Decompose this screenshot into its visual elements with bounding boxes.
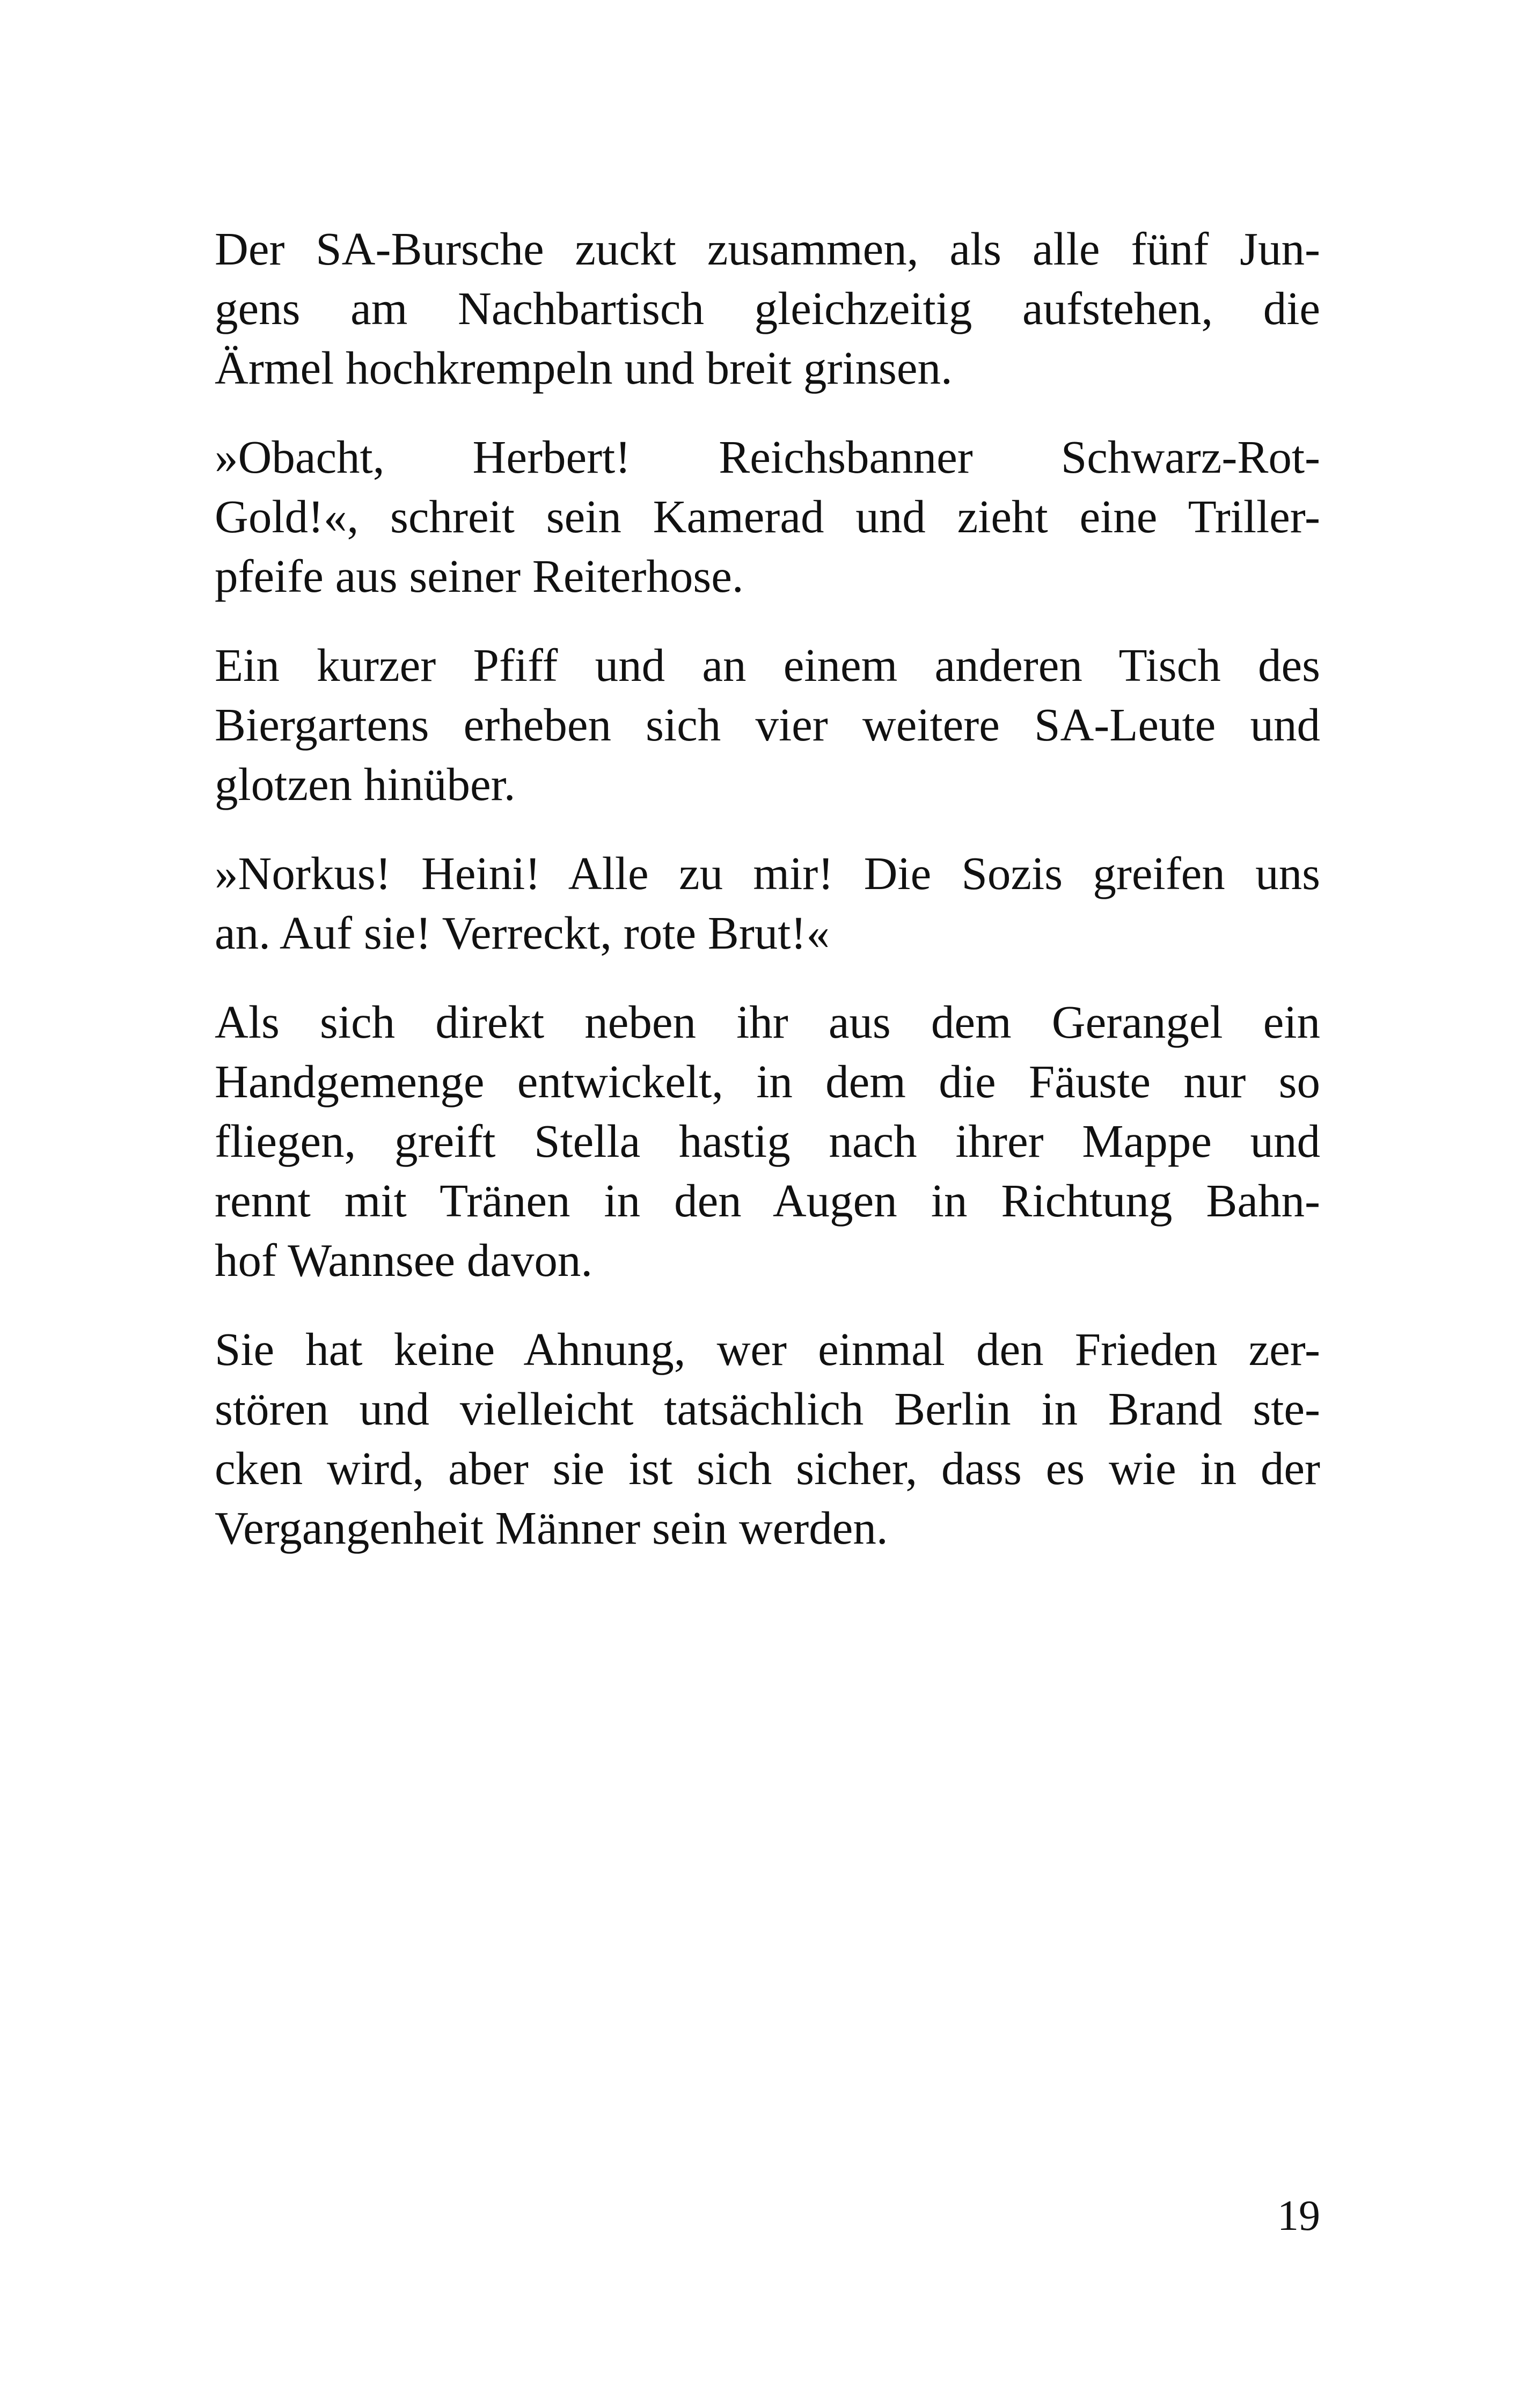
paragraph-spacer xyxy=(215,398,1320,427)
text-line: Als sich direkt neben ihr aus dem Gerangel ein xyxy=(215,996,1320,1048)
paragraph-6 xyxy=(215,1319,1320,1558)
text-line: stören und vielleicht tatsächlich Berlin in Brand ste- xyxy=(215,1383,1320,1435)
paragraph-2 xyxy=(215,427,1320,606)
paragraph-4 xyxy=(215,843,1320,963)
paragraph-spacer xyxy=(215,963,1320,992)
text-line: gens am Nachbartisch gleichzeitig aufstehen, die xyxy=(215,282,1320,334)
paragraph-spacer xyxy=(215,606,1320,635)
text-line: »Norkus! Heini! Alle zu mir! Die Sozis greifen uns xyxy=(215,847,1320,899)
text-line: Ein kurzer Pfiff und an einem anderen Tisch des xyxy=(215,639,1320,691)
text-line: Biergartens erheben sich vier weitere SA-Leute und xyxy=(215,699,1320,751)
text-line: glotzen hinüber. xyxy=(215,758,516,810)
page-number: 19 xyxy=(1277,2192,1320,2240)
text-line: fliegen, greift Stella hastig nach ihrer Mappe und xyxy=(215,1115,1320,1167)
text-line: Handgemenge entwickelt, in dem die Fäuste nur so xyxy=(215,1055,1320,1107)
text-line: Gold!«, schreit sein Kamerad und zieht eine Triller- xyxy=(215,490,1320,542)
paragraph-1 xyxy=(215,219,1320,398)
text-line: Sie hat keine Ahnung, wer einmal den Frieden zer- xyxy=(215,1323,1320,1375)
text-line: cken wird, aber sie ist sich sicher, dass es wie in der xyxy=(215,1442,1320,1494)
paragraph-spacer xyxy=(215,1290,1320,1319)
text-line: »Obacht, Herbert! Reichsbanner Schwarz-Rot- xyxy=(215,431,1320,483)
text-line: rennt mit Tränen in den Augen in Richtung Bahn- xyxy=(215,1174,1320,1227)
paragraph-3 xyxy=(215,635,1320,814)
paragraph-5 xyxy=(215,992,1320,1290)
text-line: Vergangenheit Männer sein werden. xyxy=(215,1502,888,1554)
text-line: hof Wannsee davon. xyxy=(215,1234,593,1286)
text-line: an. Auf sie! Verreckt, rote Brut!« xyxy=(215,907,830,959)
text-line: pfeife aus seiner Reiterhose. xyxy=(215,550,744,602)
text-line: Der SA-Bursche zuckt zusammen, als alle fünf Jun- xyxy=(215,223,1320,275)
text-line: Ärmel hochkrempeln und breit grinsen. xyxy=(215,342,953,394)
body-text xyxy=(215,219,1320,1558)
paragraph-spacer xyxy=(215,814,1320,843)
